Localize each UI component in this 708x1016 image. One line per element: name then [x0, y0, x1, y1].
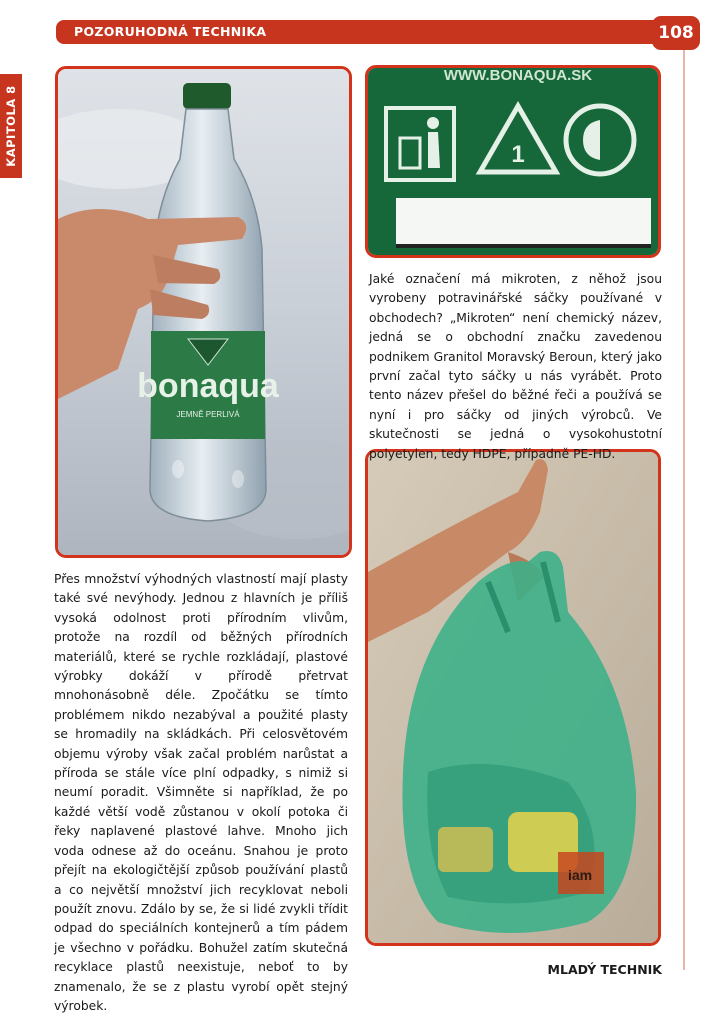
symbols-url: WWW.BONAQUA.SK [443, 68, 593, 84]
section-title: POZORUHODNÁ TECHNIKA [74, 24, 267, 39]
bottle-illustration [58, 69, 349, 555]
recycle-number: 1 [511, 141, 525, 168]
bottle-photo [55, 66, 352, 558]
symbols-illustration [368, 68, 658, 255]
bottle-sublabel: JEMNĚ PERLIVÁ [176, 410, 240, 419]
article-paragraph-right: Jaké označení má mikroten, z něhož jsou vyrobeny potravinářské sáčky používané v obchodech? „Mikroten“ není chemický název, jedná se o obchodní značku zavedenou podnikem Granitol Moravský Beroun, který jako první začal tyto sáčky u nás vyrábět. Proto tento název přešel do běžné řeči a používá se nyní i pro sáčky od jiných výrobců. Ve skutečnosti se jedná o vysokohustotní polyetylen, tedy HDPE, případně PE-HD. [369, 272, 662, 461]
plastic-bag-photo [365, 449, 661, 946]
recycling-symbols-photo [365, 65, 661, 258]
article-paragraph-left: Přes množství výhodných vlastností mají plasty také své nevýhody. Jednou z hlavních je příliš vysoká odolnost proti přírodním vlivům, protože na rozdíl od běžných přírodních materiálů, které se rychle rozkládají, plastové výrobky dokáží v přírodě přetrvat mnohonásobně déle. Zpočátku se tímto problémem nikdo nezabýval a použité plasty se hromadily na skládkách. Při celosvětovém objemu výroby však začal problém narůstat a příroda se stále více plní odpadky, s nimiž si neumí poradit. Všimněte si například, že po každé větší vodě zůstanou v okolí potoka či řeky naplavené plastové lahve. Mnoho jich voda odnese až do oceánu. Snahou je proto přejít na ekologičtější způsob používání plastů a co největší množství jich recyklovat neboli použít znovu. Zdálo by se, že si lidé zvykli třídit odpad do speciálních kontejnerů a tím pádem je všechno v pořádku. Bohužel zatím skutečná recyklace plastů neexistuje, neboť to by znamenalo, že se z plastu vyrobí opět stejný výrobek. [54, 572, 348, 1013]
bag-illustration [368, 452, 658, 943]
magazine-name: MLADÝ TECHNIK [547, 962, 662, 977]
bag-print: iam [567, 867, 593, 883]
page-number: 108 [652, 16, 700, 50]
bottle-label: bonaqua [137, 367, 279, 405]
chapter-label: KAPITOLA 8 [4, 85, 18, 167]
margin-rule [683, 50, 685, 970]
